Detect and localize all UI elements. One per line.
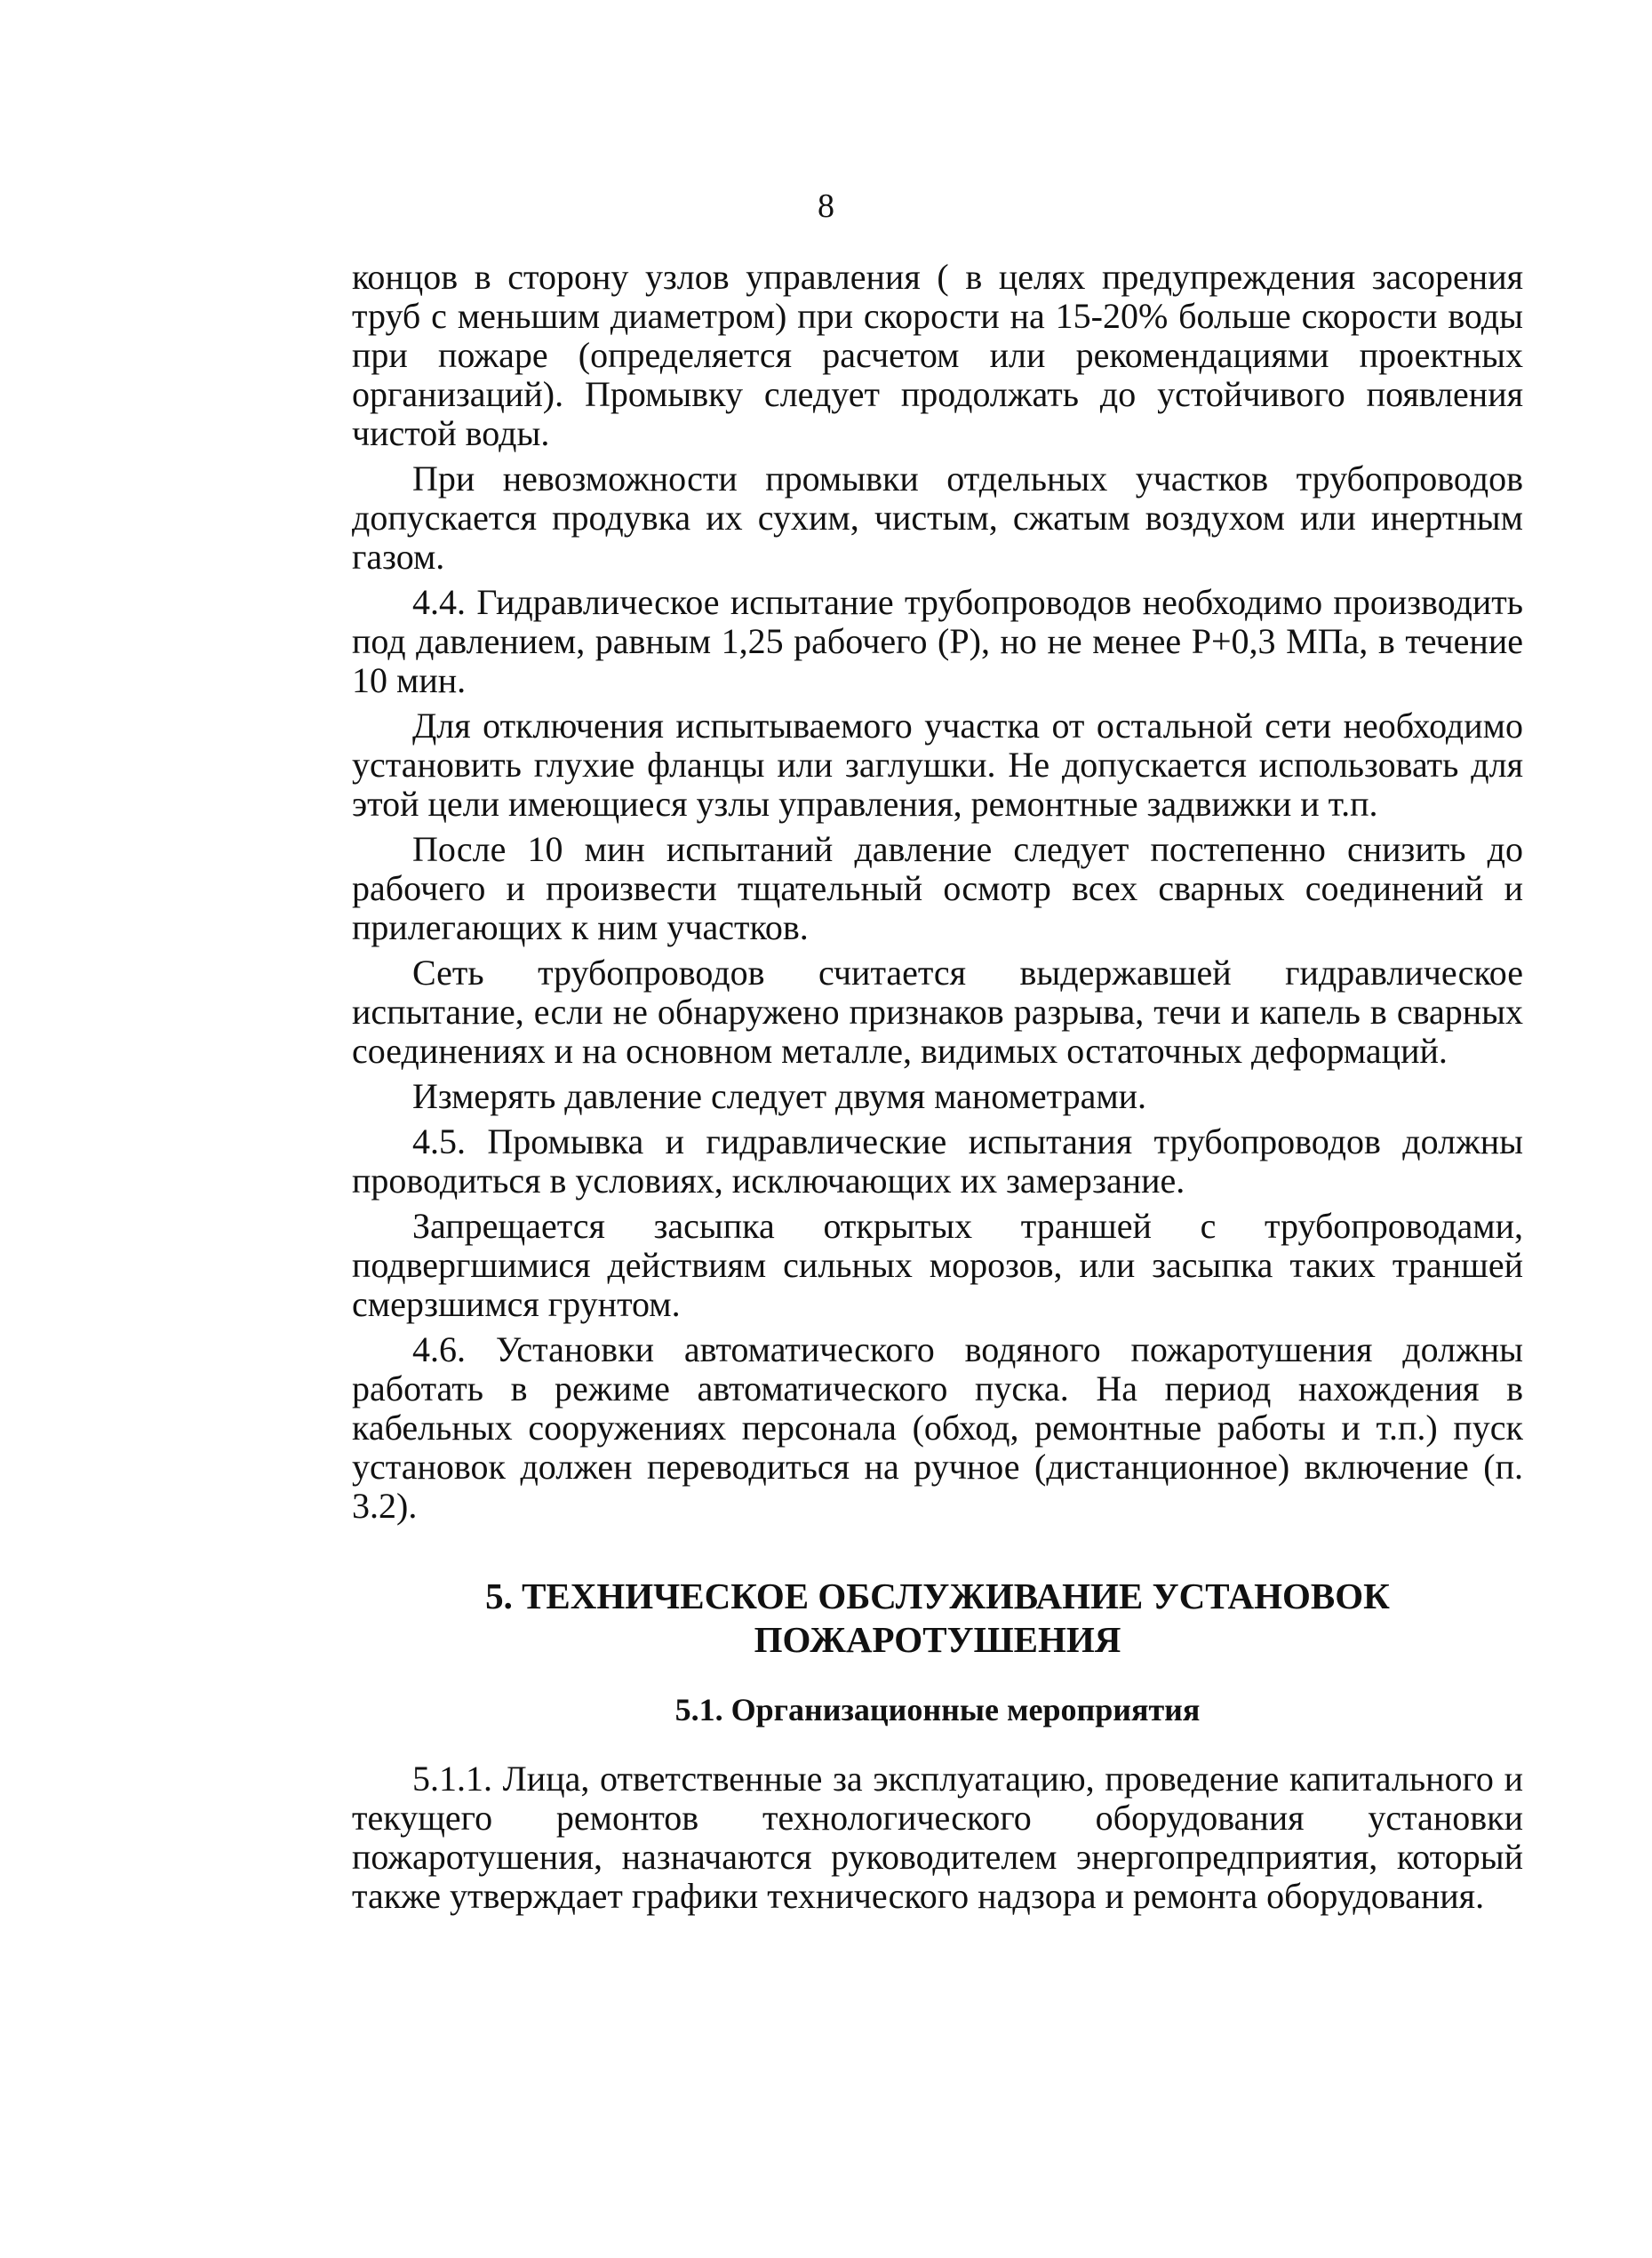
paragraph-manometers: Измерять давление следует двумя манометрами. bbox=[412, 1076, 1147, 1116]
paragraph-4-6-automatic-mode: 4.6. Установки автоматического водяного пожаротушения должны работать в режиме автоматического пуска. На период нахождения в кабельных сооружениях персонала (обход, ремонтные работы и т.п.) пуск установок должен переводиться на ручное (дистанционное) включение (п. 3.2). bbox=[352, 1329, 1523, 1526]
paragraph-4-4-hydraulic-test: 4.4. Гидравлическое испытание трубопроводов необходимо производить под давлением, равным 1,25 рабочего (Р), но не менее Р+0,3 МПа, в течение 10 мин. bbox=[352, 582, 1523, 700]
paragraph-trench-backfill: Запрещается засыпка открытых траншей с трубопроводами, подвергшимися действиям сильных морозов, или засыпка таких траншей смерзшимся грунтом. bbox=[352, 1206, 1523, 1324]
paragraph-4-5-freezing: 4.5. Промывка и гидравлические испытания трубопроводов должны проводиться в условиях, исключающих их замерзание. bbox=[352, 1121, 1523, 1201]
body-text bbox=[352, 258, 1523, 1922]
paragraph-test-passed-criteria: Сеть трубопроводов считается выдержавшей гидравлическое испытание, если не обнаружено признаков разрыва, течи и капель в сварных соединениях и на основном металле, видимых остаточных деформаций. bbox=[352, 953, 1523, 1071]
paragraph-5-1-1-responsible-persons: 5.1.1. Лица, ответственные за эксплуатацию, проведение капитального и текущего ремонтов технологического оборудования установки пожаротушения, назначаются руководителем энергопредприятия, который также утверждает графики технического надзора и ремонта оборудования. bbox=[352, 1759, 1523, 1916]
paragraph-pressure-reduction: После 10 мин испытаний давление следует постепенно снизить до рабочего и произвести тщательный осмотр всех сварных соединений и прилегающих к ним участков. bbox=[352, 829, 1523, 947]
paragraph-disconnect-section: Для отключения испытываемого участка от остальной сети необходимо установить глухие фланцы или заглушки. Не допускается использовать для этой цели имеющиеся узлы управления, ремонтные задвижки и т.п. bbox=[352, 706, 1523, 824]
paragraph-flushing-continuation: концов в сторону узлов управления ( в целях предупреждения засорения труб с меньшим диаметром) при скорости на 15-20% больше скорости воды при пожаре (определяется расчетом или рекомендациями проектных организаций). Промывку следует продолжать до устойчивого появления чистой воды. bbox=[352, 257, 1523, 453]
section-5-heading: 5. ТЕХНИЧЕСКОЕ ОБСЛУЖИВАНИЕ УСТАНОВОК ПОЖАРОТУШЕНИЯ bbox=[485, 1576, 1390, 1660]
paragraph-air-purge: При невозможности промывки отдельных участков трубопроводов допускается продувка их сухим, чистым, сжатым воздухом или инертным газом. bbox=[352, 459, 1523, 577]
section-5-1-heading: 5.1. Организационные мероприятия bbox=[674, 1692, 1201, 1727]
page-number: 8 bbox=[818, 188, 834, 225]
